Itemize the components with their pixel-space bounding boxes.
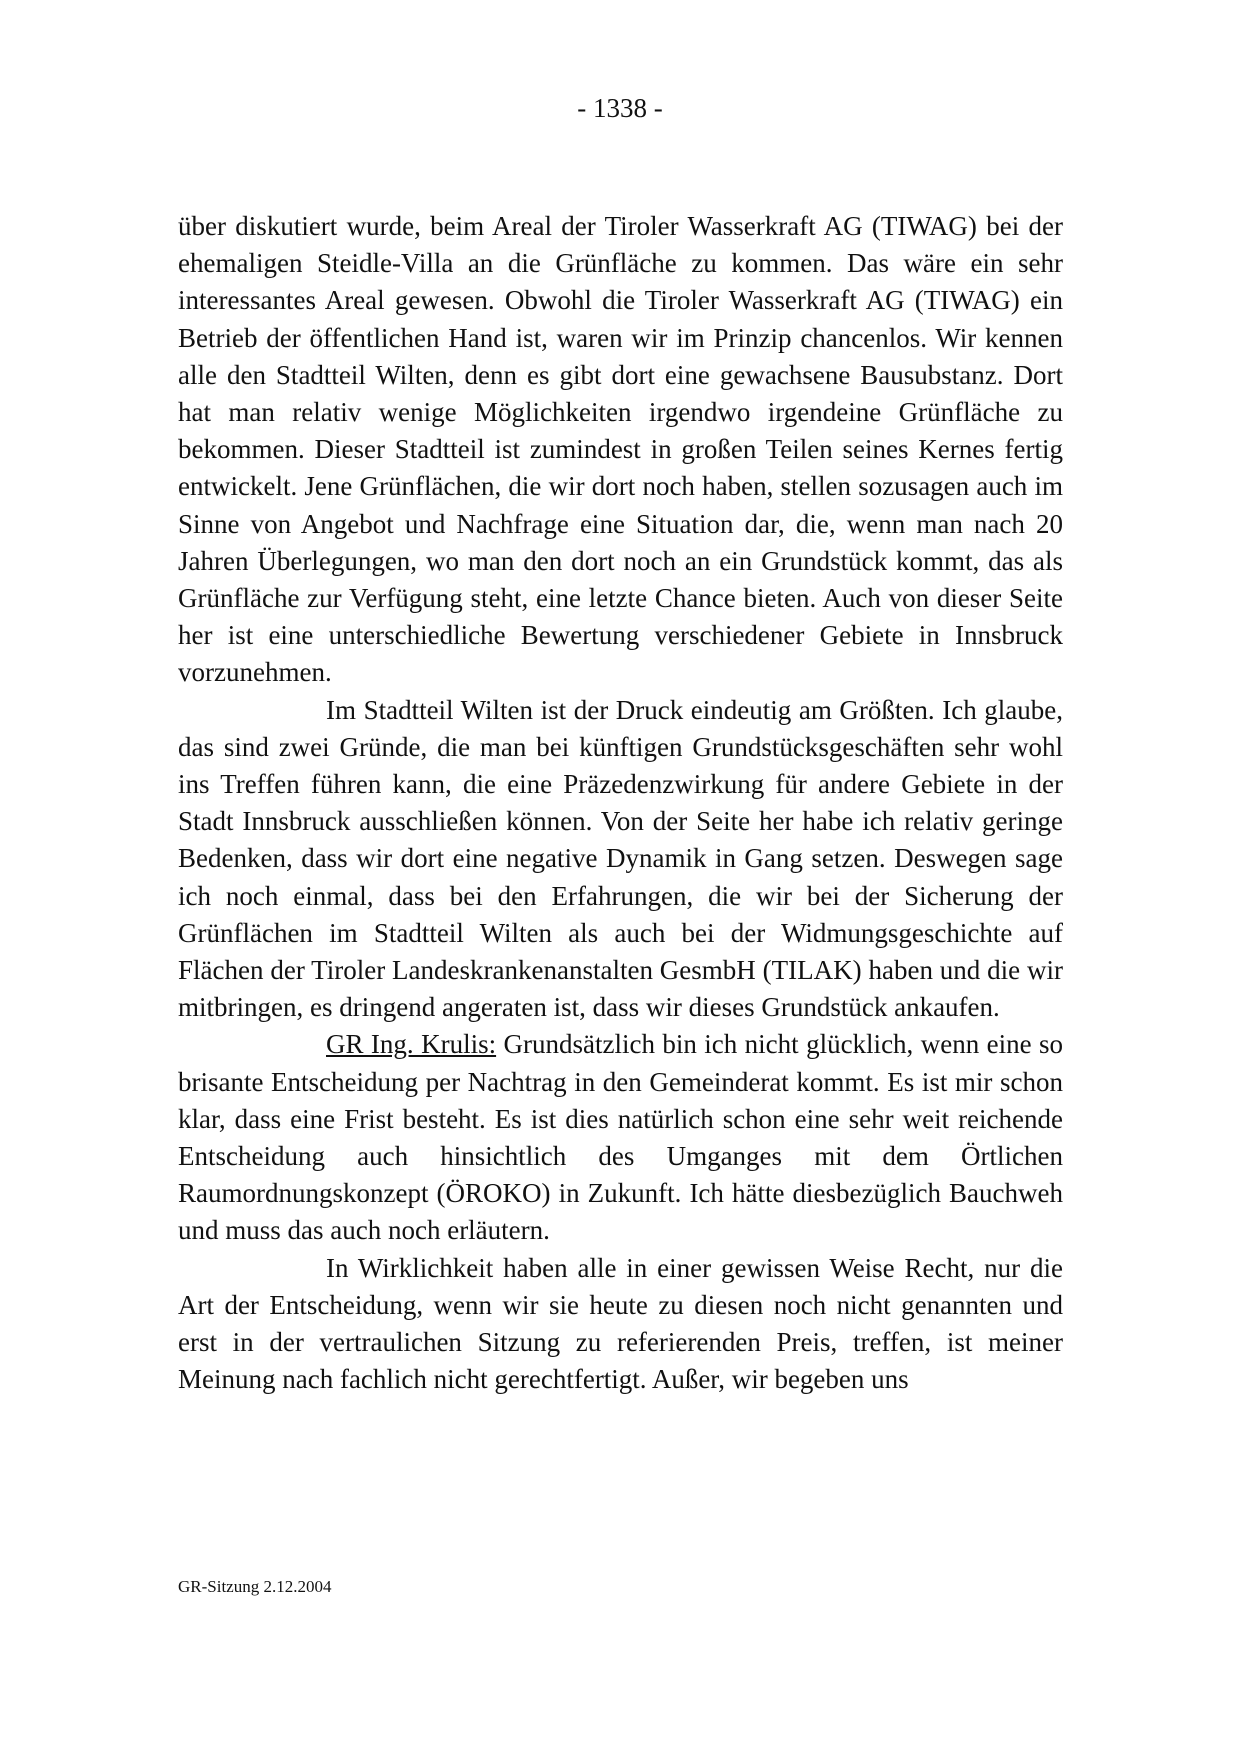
speaker-name: GR Ing. Krulis:: [326, 1029, 497, 1060]
paragraph-wilten: Im Stadtteil Wilten ist der Druck eindeutig am Größten. Ich glaube, das sind zwei Gründe, die man bei künftigen Grundstücksgeschäften sehr wohl ins Treffen führen kann, die eine Präzedenzwirkung für andere Gebiete in der Stadt Innsbruck ausschließen können. Von der Seite her habe ich relativ geringe Bedenken, dass wir dort eine negative Dynamik in Gang setzen. Deswegen sage ich noch einmal, dass bei den Erfahrungen, die wir bei der Sicherung der Grünflächen im Stadtteil Wilten als auch bei der Widmungsgeschichte auf Flächen der Tiroler Landeskrankenanstalten GesmbH (TILAK) haben und die wir mitbringen, es dringend angeraten ist, dass wir dieses Grundstück ankaufen.: [178, 694, 1063, 1023]
document-body: [178, 208, 1063, 1399]
paragraph-continuation: über diskutiert wurde, beim Areal der Tiroler Wasserkraft AG (TIWAG) bei der ehemaligen Steidle-Villa an die Grünfläche zu kommen. Das wäre ein sehr interessantes Areal gewesen. Obwohl die Tiroler Wasserkraft AG (TIWAG) ein Betrieb der öffentlichen Hand ist, waren wir im Prinzip chancenlos. Wir kennen alle den Stadtteil Wilten, denn es gibt dort eine gewachsene Bausubstanz. Dort hat man relativ wenige Möglichkeiten irgendwo irgendeine Grünfläche zu bekommen. Dieser Stadtteil ist zumindest in großen Teilen seines Kernes fertig entwickelt. Jene Grünflächen, die wir dort noch haben, stellen sozusagen auch im Sinne von Angebot und Nachfrage eine Situation dar, die, wenn man nach 20 Jahren Überlegungen, wo man den dort noch an ein Grundstück kommt, das als Grünfläche zur Verfügung steht, eine letzte Chance bieten. Auch von dieser Seite her ist eine unterschiedliche Bewertung verschiedener Gebiete in Innsbruck vorzunehmen.: [178, 211, 1063, 688]
footer-session-label: GR-Sitzung 2.12.2004: [178, 1577, 332, 1596]
paragraph-decision: In Wirklichkeit haben alle in einer gewissen Weise Recht, nur die Art der Entscheidung, wenn wir sie heute zu diesen noch nicht genannten und erst in der vertraulichen Sitzung zu referierenden Preis, treffen, ist meiner Meinung nach fachlich nicht gerechtfertigt. Außer, wir begeben uns: [178, 1252, 1063, 1395]
speaker-statement: Grundsätzlich bin ich nicht glücklich, wenn eine so brisante Entscheidung per Nachtrag in den Gemeinderat kommt. Es ist mir schon klar, dass eine Frist besteht. Es ist dies natürlich schon eine sehr weit reichende Entscheidung auch hinsichtlich des Umganges mit dem Örtlichen Raumordnungskonzept (ÖROKO) in Zukunft. Ich hätte diesbezüglich Bauchweh und muss das auch noch erläutern.: [178, 1029, 1063, 1246]
paragraph-krulis: [178, 1026, 1063, 1249]
page-number: - 1338 -: [577, 93, 663, 123]
